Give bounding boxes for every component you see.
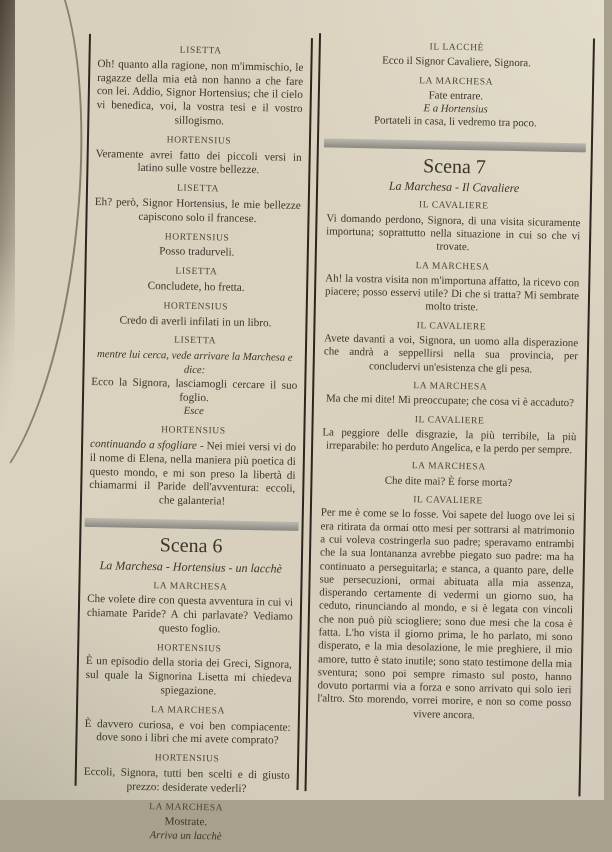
dialogue-line: Ma che mi dite! Mi preoccupate; che cosa vi è accaduto? <box>325 392 575 410</box>
speaker-name: HORTENSIUS <box>166 135 232 147</box>
speaker-name: HORTENSIUS <box>154 753 220 765</box>
dialogue-line: Portateli in casa, li vedremo tra poco. <box>373 114 537 130</box>
dialogue-line: Mostrate. <box>164 815 208 829</box>
scene-heading: Scena 6 <box>159 534 223 558</box>
speaker-name: LISETTA <box>176 183 220 195</box>
speaker-name: HORTENSIUS <box>161 425 226 437</box>
speaker-name: HORTENSIUS <box>156 642 222 655</box>
dialogue-line: La peggiore delle disgrazie, la più terribile, la più irreparabile: ho perduto Angelica, e la perdo per sempre. <box>322 426 577 457</box>
scene-cast: La Marchesa - Hortensius - un lacchè <box>99 557 282 576</box>
scene-cast: La Marchesa - Il Cavaliere <box>388 178 520 196</box>
dialogue-line: Ecco la Signora, lasciamogli cercare il suo foglio. <box>91 375 298 404</box>
dialogue-line: Eh? però, Signor Hortensius, le mie bellezze capiscono solo il francese. <box>94 195 301 225</box>
speaker-name: LISETTA <box>174 335 217 347</box>
speaker-name: LA MARCHESA <box>149 801 224 814</box>
speaker-name: LISETTA <box>179 45 222 57</box>
dialogue-text: - Nei miei versi vi do il nome di Elena, nella maniera più poetica di questo mondo, e mi son preso la libertà di chiamarmi il Paride dell'avventura: eccoli, che galanteria! <box>89 439 297 508</box>
stage-direction: Esce <box>183 405 204 418</box>
dialogue-line: Eccoli, Signora, tutti ben scelti e di giusto prezzo: desiderate vederli? <box>83 765 290 795</box>
dialogue-line: Concludete, ho fretta. <box>147 279 245 294</box>
speaker-name: IL CAVALIERE <box>418 200 489 212</box>
stage-direction: mentre lui cerca, vede arrivare la Marchesa e dice: <box>96 348 293 377</box>
speaker-name: LA MARCHESA <box>411 461 486 473</box>
section-divider <box>85 518 299 531</box>
dialogue-line: Ah! la vostra visita non m'importuna affatto, la ricevo con piacere; posso esservi utile? Di che si tratta? Mi sembrate molto triste. <box>324 272 580 314</box>
inline-stage-direction: continuando a sfogliare <box>90 437 198 452</box>
dialogue-line: Per me è come se lo fosse. Voi sapete del luogo ove lei si era ritirata da ormai otto mesi per sottrarsi al matrimonio a cui voleva costringerla suo padre; speravamo entrambi che la sua lontananza avrebbe piegato suo padre: ma ha continuato a perseguitarla; e stanca, a quanto pare, delle sue persecuzioni, ormai abituata alla mia assenza, disperando certamente di vedermi un giorno suo, ha ceduto, rinunciando al mondo, e si è legata con vincoli che non può più sciogliere; sono due mesi che la cosa è fatta. L'ho vista il giorno prima, le ho parlato, mi sono disperato, e la mia desolazione, le mie preghiere, il mio amore, tutto è stato inutile; sono stato testimone della mia sventura; sono poi sempre rimasto sul posto, hanno dovuto portarmi via a forza e sono arrivato qui solo ieri l'altro. Sto morendo, vorrei morire, e non so come posso vivere ancora. <box>317 506 575 722</box>
left-text-column <box>75 34 313 843</box>
right-text-column <box>304 33 595 796</box>
speaker-name: LA MARCHESA <box>150 705 226 717</box>
dialogue-line: Posso tradurveli. <box>159 245 235 260</box>
stage-direction: Arriva un lacchè <box>149 829 222 843</box>
speaker-name: HORTENSIUS <box>163 301 229 313</box>
dialogue-line: Avete davanti a voi, Signora, un uomo alla disperazione che andrà a seppellirsi nella sua provincia, per concludervi un'esistenza che gli pesa. <box>323 332 579 376</box>
stage-direction: E a Hortensius <box>423 102 488 116</box>
section-divider <box>324 138 586 152</box>
dialogue-line: Vi domando perdono, Signora, di una visita sicuramente importuna; soprattutto nella situazione in cui so che vi trovate. <box>326 212 581 254</box>
speaker-name: LISETTA <box>175 266 218 278</box>
speaker-name: HORTENSIUS <box>164 231 230 244</box>
dialogue-line: Che dite mai? È forse morta? <box>384 474 513 489</box>
speaker-name: IL CAVALIERE <box>414 414 485 427</box>
dialogue-line: Oh! quanto alla ragione, non m'immischio, le ragazze della mia età non hanno a che fare con lei. Addio, Signor Hortensius; che il cielo vi benedica, voi, la vostra tesi e il vostro sillogismo. <box>96 57 304 128</box>
speaker-name: IL LACCHÈ <box>429 42 485 54</box>
speaker-name: LA MARCHESA <box>419 75 494 88</box>
speaker-name: IL CAVALIERE <box>413 495 483 507</box>
dialogue-line: Credo di averli infilati in un libro. <box>119 314 272 329</box>
speaker-name: LA MARCHESA <box>413 381 488 393</box>
dialogue-line <box>89 438 296 511</box>
speaker-name: LA MARCHESA <box>415 260 490 273</box>
speaker-name: IL CAVALIERE <box>416 320 487 333</box>
dialogue-line: È un episodio della storia dei Greci, Signora, sul quale la Signorina Lisetta mi chiedeva spiegazione. <box>85 655 293 698</box>
dialogue-line: Fate entrare. <box>428 89 484 103</box>
speaker-name: LA MARCHESA <box>153 580 228 593</box>
dialogue-line: Ecco il Signor Cavaliere, Signora. <box>382 54 532 70</box>
scene-heading: Scena 7 <box>422 155 487 179</box>
dialogue-line: È davvero curiosa, e voi ben compiacente: dove sono i libri che mi avete comprato? <box>84 717 291 748</box>
dialogue-line: Che volete dire con questa avventura in cui vi chiamate Paride? A chi parlavate? Vediamo questo foglio. <box>86 593 294 636</box>
dialogue-line: Veramente avrei fatto dei piccoli versi in latino sulle vostre bellezze. <box>95 147 302 177</box>
